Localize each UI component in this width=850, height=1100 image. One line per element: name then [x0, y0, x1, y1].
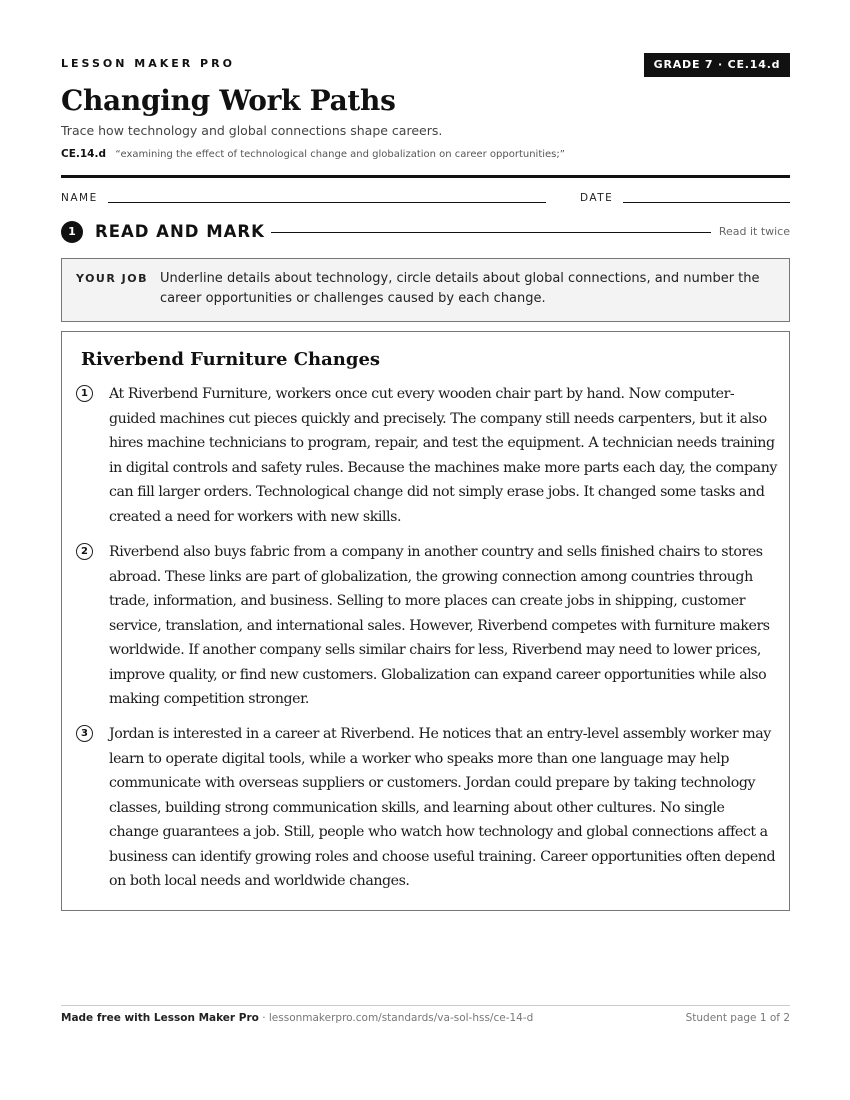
paragraph-number: 1 [76, 385, 93, 402]
standard-description: “examining the effect of technological change and globalization on career opportunities;” [115, 149, 565, 160]
footer-url[interactable]: lessonmakerpro.com/standards/va-sol-hss/ce-14-d [268, 1012, 534, 1024]
name-field[interactable] [108, 202, 546, 203]
section-header [61, 221, 790, 243]
page-subtitle: Trace how technology and global connections shape careers. [61, 123, 443, 138]
name-label: NAME [61, 192, 98, 204]
page-title: Changing Work Paths [61, 84, 396, 117]
worksheet-page [61, 0, 790, 1100]
your-job-label: YOUR JOB [76, 272, 148, 285]
paragraph-number: 2 [76, 543, 93, 560]
header-divider [61, 175, 790, 178]
reading-title: Riverbend Furniture Changes [81, 349, 381, 370]
page-indicator: Student page 1 of 2 [685, 1012, 790, 1024]
section-note: Read it twice [718, 225, 790, 238]
paragraph-text: At Riverbend Furniture, workers once cut every wooden chair part by hand. Now computer-guided machines cut pieces quickly and precisely. The company still needs carpenters, but it also hires machine technicians to program, repair, and test the equipment. A technician needs training in digital controls and safety rules. Because the machines make more parts each day, the company can fill larger orders. Technological change did not simply erase jobs. It changed some tasks and created a need for workers with new skills. [109, 386, 777, 525]
section-title: READ AND MARK [95, 222, 265, 241]
reading-passage [61, 331, 790, 911]
your-job-instructions: Underline details about technology, circle details about global connections, and number the career opportunities or challenges caused by each change. [160, 271, 760, 306]
footer-divider [61, 1005, 790, 1006]
paragraph-text: Riverbend also buys fabric from a company in another country and sells finished chairs to stores abroad. These links are part of globalization, the growing connection among countries through trade, information, and business. Selling to more places can create jobs in shipping, customer service, translation, and international sales. However, Riverbend competes with furniture makers worldwide. If another company sells similar chairs for less, Riverbend may need to lower prices, improve quality, or find new customers. Globalization can expand career opportunities while also making competition stronger. [109, 544, 770, 707]
grade-badge: GRADE 7 · CE.14.d [644, 53, 790, 77]
brand-name: LESSON MAKER PRO [61, 57, 235, 70]
section-divider [271, 232, 711, 233]
section-number-badge: 1 [61, 221, 83, 243]
date-field[interactable] [623, 202, 790, 203]
paragraph-text: Jordan is interested in a career at Riverbend. He notices that an entry-level assembly worker may learn to operate digital tools, while a worker who speaks more than one language may help communicate with overseas suppliers or customers. Jordan could prepare by taking technology classes, building strong communication skills, and learning about other cultures. No single change guarantees a job. Still, people who watch how technology and global connections affect a business can identify growing roles and choose useful training. Career opportunities often depend on both local needs and worldwide changes. [109, 726, 776, 889]
footer-brand: Made free with Lesson Maker Pro [61, 1012, 259, 1024]
date-label: DATE [580, 192, 614, 204]
footer-credit [61, 1012, 533, 1024]
standard-code: CE.14.d [61, 148, 106, 160]
name-date-row [61, 192, 790, 208]
your-job-box [61, 258, 790, 322]
footer-separator: · [258, 1012, 269, 1024]
standard-line [61, 148, 565, 160]
paragraph-number: 3 [76, 725, 93, 742]
